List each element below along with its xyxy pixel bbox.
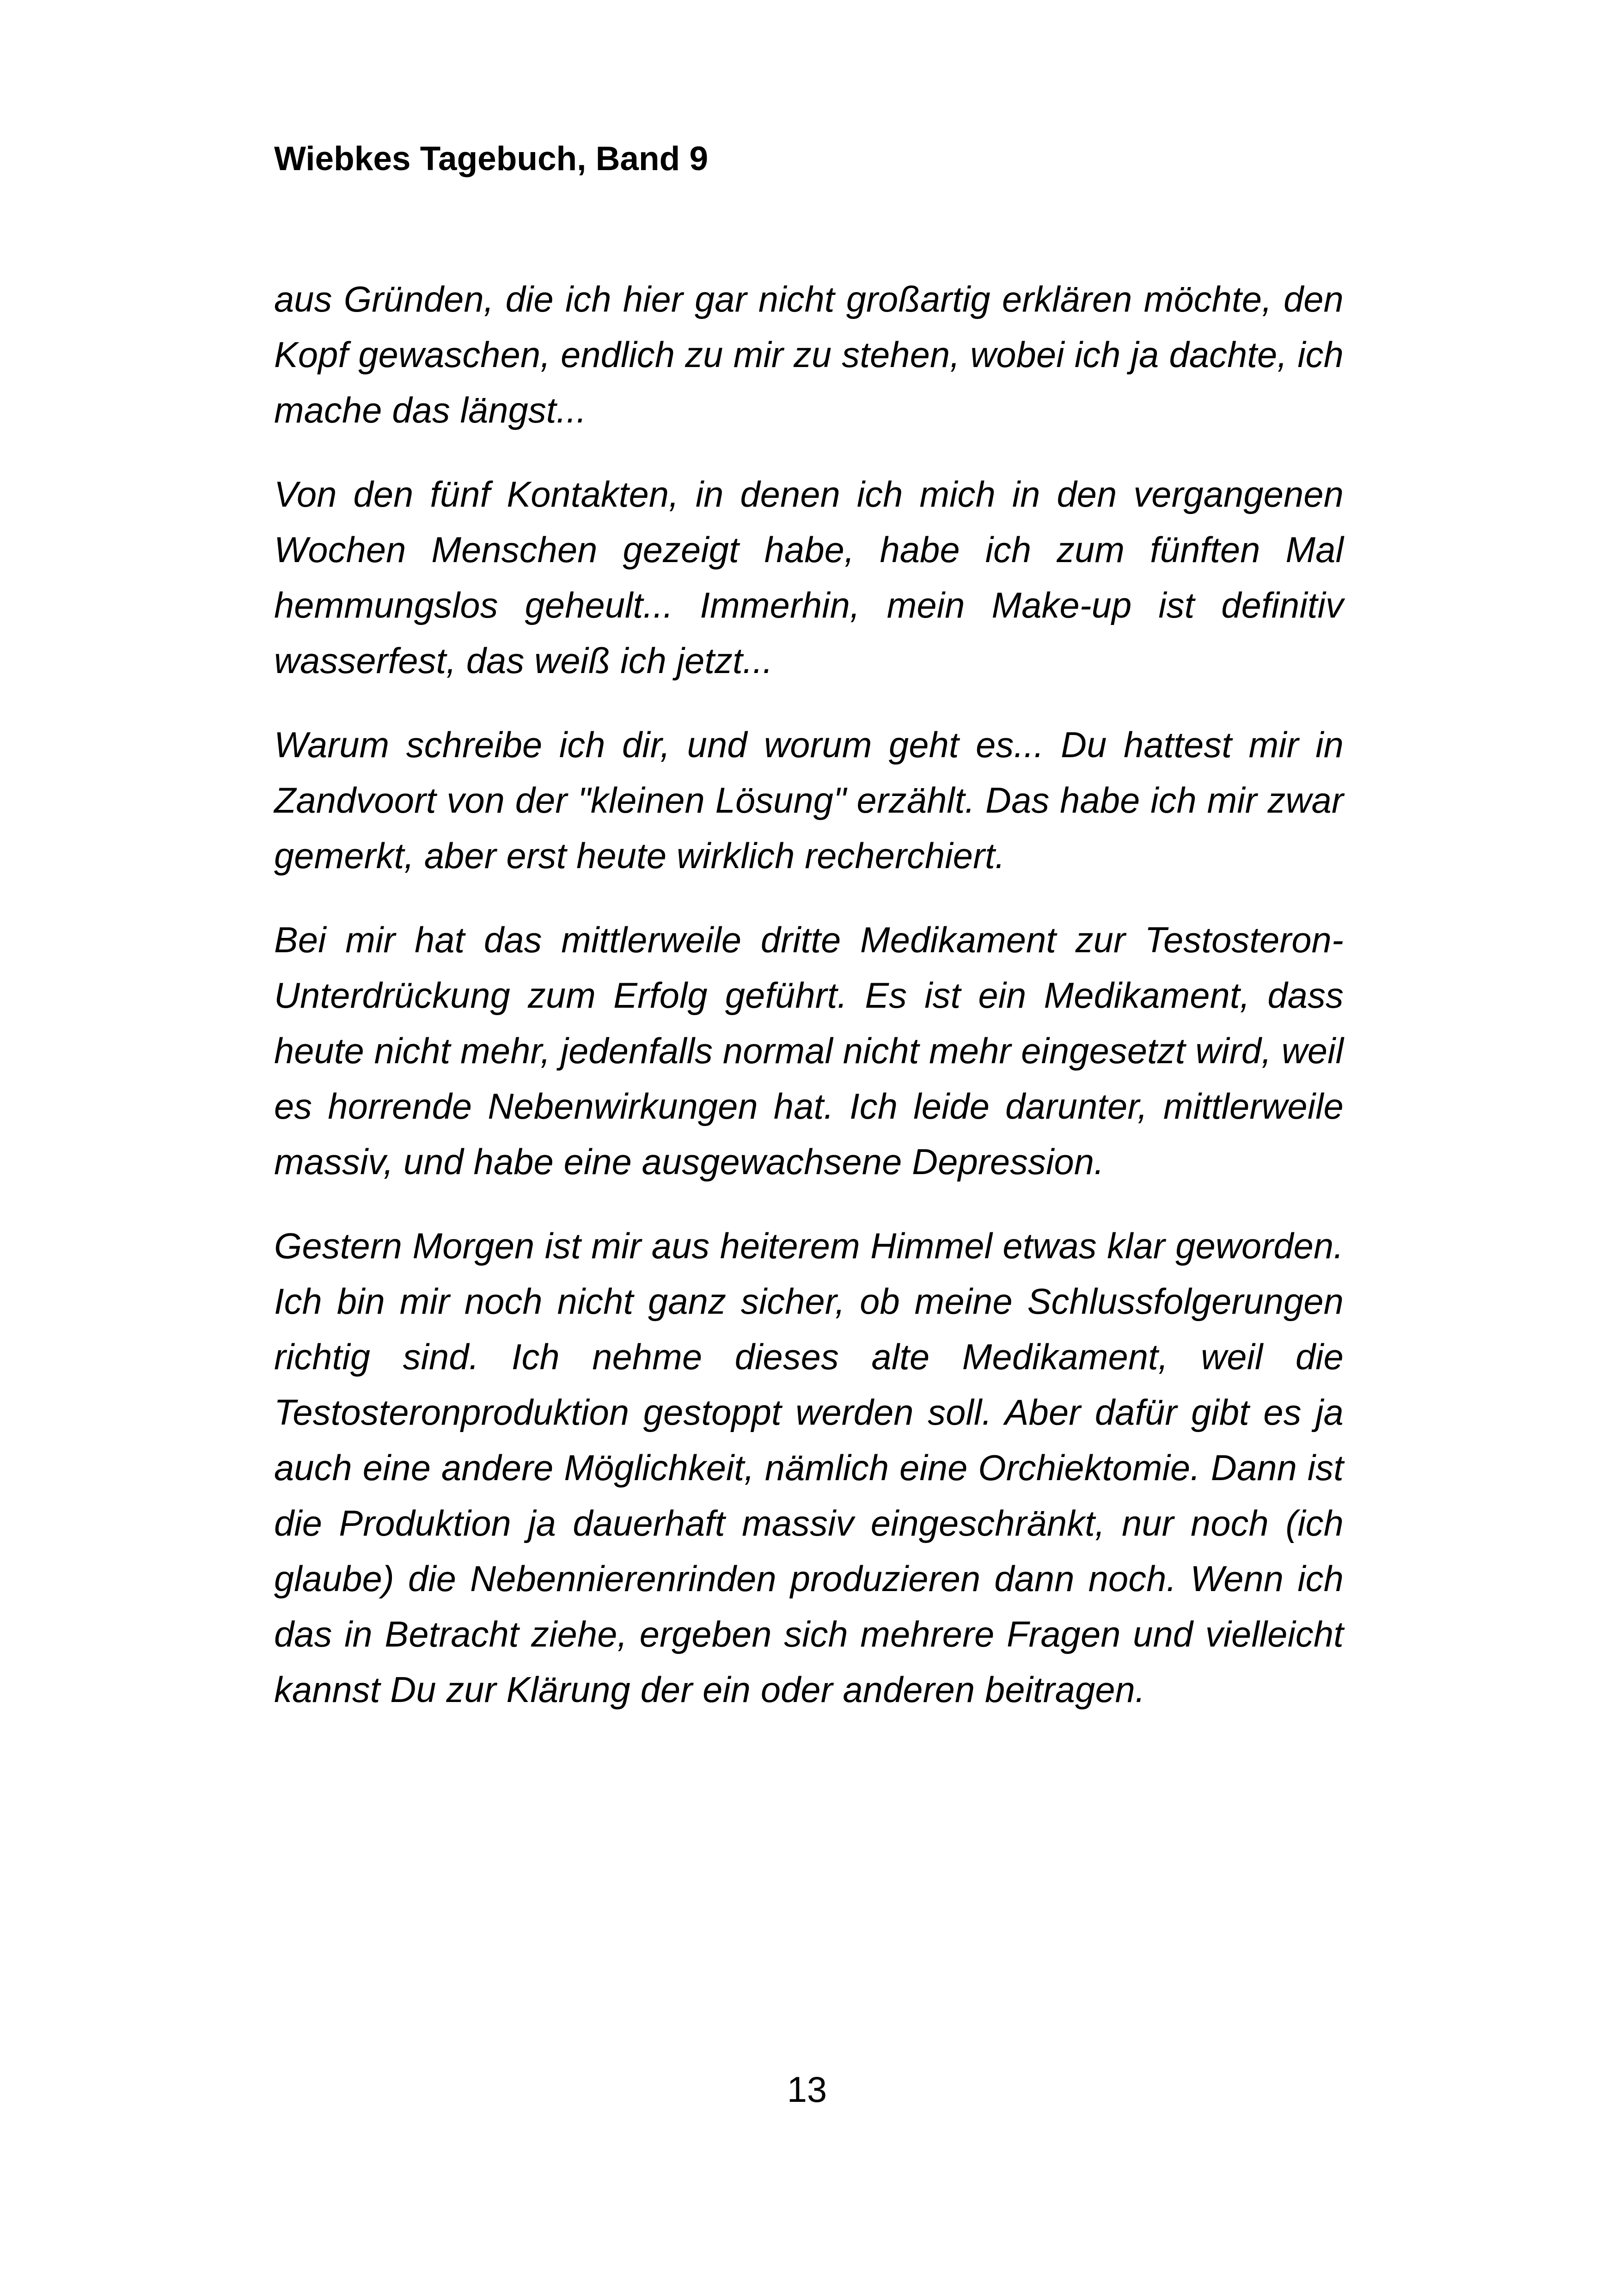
paragraph-3: Warum schreibe ich dir, und worum geht es... Du hattest mir in Zandvoort von der "kleinen Lösung" erzählt. Das habe ich mir zwar gemerkt, aber erst heute wirklich recherchiert. — [274, 725, 1344, 876]
paragraph-4: Bei mir hat das mittlerweile dritte Medikament zur Testosteron- Unterdrückung zum Erfolg geführt. Es ist ein Medikament, dass heute nicht mehr, jedenfalls normal nicht mehr eingesetzt wird, weil es horrende Nebenwirkungen hat. Ich leide darunter, mittlerweile massiv, und habe eine ausgewachsene Depression. — [274, 920, 1344, 1182]
paragraph-2: Von den fünf Kontakten, in denen ich mich in den vergangenen Wochen Menschen gezeigt habe, habe ich zum fünften Mal hemmungslos geheult... Immerhin, mein Make-up ist definitiv wasserfest, das weiß ich jetzt... — [274, 475, 1344, 681]
paragraph-5: Gestern Morgen ist mir aus heiterem Himmel etwas klar geworden. Ich bin mir noch nicht ganz sicher, ob meine Schlussfolgerungen richtig sind. Ich nehme dieses alte Medikament, weil die Testosteronproduktion gestoppt werden soll. Aber dafür gibt es ja auch eine andere Möglichkeit, nämlich eine Orchiektomie. Dann ist die Produktion ja dauerhaft massiv eingeschränkt, nur noch (ich glaube) die Nebennierenrinden produzieren dann noch. Wenn ich das in Betracht ziehe, ergeben sich mehrere Fragen und vielleicht kannst Du zur Klärung der ein oder anderen beitragen. — [274, 1226, 1344, 1710]
running-header: Wiebkes Tagebuch, Band 9 — [274, 140, 709, 178]
paragraph-1: aus Gründen, die ich hier gar nicht großartig erklären möchte, den Kopf gewaschen, endlich zu mir zu stehen, wobei ich ja dachte, ich mache das längst... — [274, 280, 1344, 430]
body-text — [274, 272, 1344, 1746]
page-number: 13 — [787, 2070, 827, 2110]
